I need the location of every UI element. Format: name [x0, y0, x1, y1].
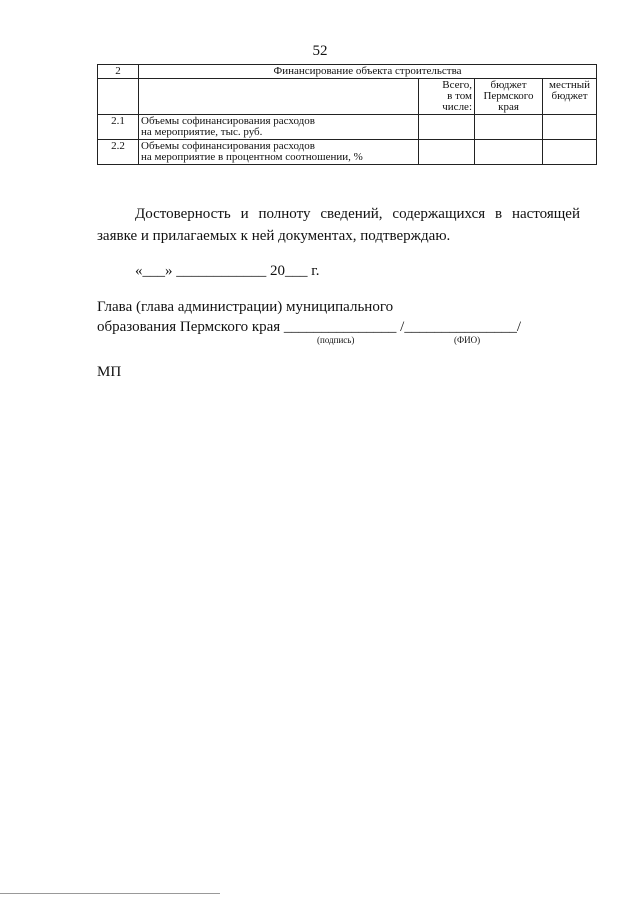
row-label: Объемы софинансирования расходов на мероприятие в процентном соотношении, % [139, 140, 419, 165]
table-section-header-row [98, 65, 597, 79]
certification-text: Достоверность и полноту сведений, содержащихся в настоящей заявке и прилагаемых к ней документах, подтверждаю. [97, 206, 580, 244]
financing-table [97, 64, 597, 165]
row-label: Объемы софинансирования расходов на мероприятие, тыс. руб. [139, 115, 419, 140]
fio-caption: (ФИО) [454, 335, 481, 345]
col-regional-header: бюджет Пермского края [475, 79, 543, 115]
section-number: 2 [98, 65, 139, 79]
col-total-header: Всего, в том числе: [419, 79, 475, 115]
col-local-header: местный бюджет [543, 79, 597, 115]
date-line: «___» ____________ 20___ г. [135, 263, 320, 279]
section-title: Финансирование объекта строительства [139, 65, 597, 79]
footer-divider [0, 893, 220, 894]
table-column-header-row [98, 79, 597, 115]
table-row [98, 115, 597, 140]
head-title-line1: Глава (глава администрации) муниципального [97, 299, 394, 315]
table-row [98, 140, 597, 165]
head-title-line2: образования Пермского края _______________ /_______________/ [97, 319, 522, 335]
seal-label: МП [97, 364, 122, 380]
signature-caption: (подпись) [317, 335, 355, 345]
row-number: 2.1 [98, 115, 139, 140]
page-number: 52 [312, 43, 328, 59]
row-number: 2.2 [98, 140, 139, 165]
